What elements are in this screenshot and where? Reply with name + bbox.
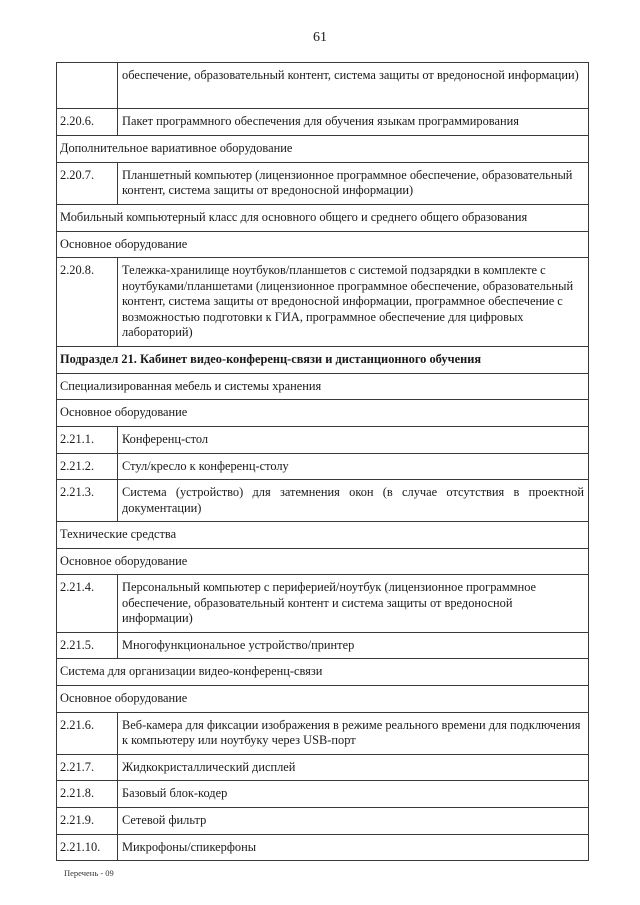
table-row-item (57, 575, 589, 633)
item-number: 2.21.2. (57, 453, 118, 480)
table-row-item (57, 754, 589, 781)
item-description: Стул/кресло к конференц-столу (118, 453, 589, 480)
category-label: Основное оборудование (57, 686, 589, 713)
table-row-item (57, 258, 589, 347)
item-number: 2.21.4. (57, 575, 118, 633)
subsection-title: Подраздел 21. Кабинет видео-конференц-связи и дистанционного обучения (57, 346, 589, 373)
table-row-item (57, 109, 589, 136)
table-row-category (57, 522, 589, 549)
item-number (57, 63, 118, 109)
table-row-category (57, 548, 589, 575)
category-label: Основное оборудование (57, 548, 589, 575)
item-description: Система (устройство) для затемнения окон (в случае отсутствия в проектной документации) (118, 480, 589, 522)
table-row-category (57, 135, 589, 162)
table-row-category (57, 231, 589, 258)
table-row-item (57, 632, 589, 659)
item-description: обеспечение, образовательный контент, система защиты от вредоносной информации) (118, 63, 589, 109)
table-row-item (57, 834, 589, 861)
table-row-category (57, 373, 589, 400)
item-description: Многофункциональное устройство/принтер (118, 632, 589, 659)
item-number: 2.21.6. (57, 712, 118, 754)
table-row-item (57, 427, 589, 454)
table-row-item (57, 480, 589, 522)
item-number: 2.21.3. (57, 480, 118, 522)
item-number: 2.20.6. (57, 109, 118, 136)
table-row-category (57, 204, 589, 231)
item-number: 2.21.1. (57, 427, 118, 454)
document-footer: Перечень - 09 (64, 868, 114, 878)
item-description: Персональный компьютер с периферией/ноутбук (лицензионное программное обеспечение, образовательный контент и система защиты от вредоносной информации) (118, 575, 589, 633)
item-description: Планшетный компьютер (лицензионное программное обеспечение, образовательный контент, система защиты от вредоносной информации) (118, 162, 589, 204)
table-row-subsection-heading (57, 346, 589, 373)
equipment-table-body (57, 63, 589, 861)
category-label: Система для организации видео-конференц-связи (57, 659, 589, 686)
item-description: Микрофоны/спикерфоны (118, 834, 589, 861)
table-row-item (57, 807, 589, 834)
item-description: Базовый блок-кодер (118, 781, 589, 808)
category-label: Основное оборудование (57, 231, 589, 258)
table-row-category (57, 686, 589, 713)
item-description: Веб-камера для фиксации изображения в режиме реального времени для подключения к компьютеру или ноутбуку через USB-порт (118, 712, 589, 754)
item-description: Сетевой фильтр (118, 807, 589, 834)
item-description: Пакет программного обеспечения для обучения языкам программирования (118, 109, 589, 136)
category-label: Мобильный компьютерный класс для основного общего и среднего общего образования (57, 204, 589, 231)
table-row-item (57, 712, 589, 754)
item-number: 2.21.8. (57, 781, 118, 808)
table-row-category (57, 400, 589, 427)
equipment-table (56, 62, 589, 861)
table-row-item (57, 453, 589, 480)
item-number: 2.21.5. (57, 632, 118, 659)
category-label: Технические средства (57, 522, 589, 549)
item-number: 2.21.7. (57, 754, 118, 781)
table-row-category (57, 659, 589, 686)
item-number: 2.21.9. (57, 807, 118, 834)
table-row-item (57, 162, 589, 204)
item-number: 2.20.8. (57, 258, 118, 347)
category-label: Основное оборудование (57, 400, 589, 427)
category-label: Специализированная мебель и системы хранения (57, 373, 589, 400)
table-row-item (57, 781, 589, 808)
item-description: Конференц-стол (118, 427, 589, 454)
table-row-item (57, 63, 589, 109)
item-description: Тележка-хранилище ноутбуков/планшетов с системой подзарядки в комплекте с ноутбуками/планшетами (лицензионное программное обеспечение, образовательный контент, система защиты от вредоносной информации, программное обеспечение с возможностью подготовки к ГИА, программное обеспечение для цифровых лабораторий) (118, 258, 589, 347)
category-label: Дополнительное вариативное оборудование (57, 135, 589, 162)
item-number: 2.21.10. (57, 834, 118, 861)
item-number: 2.20.7. (57, 162, 118, 204)
page-number: 61 (313, 30, 327, 45)
item-description: Жидкокристаллический дисплей (118, 754, 589, 781)
